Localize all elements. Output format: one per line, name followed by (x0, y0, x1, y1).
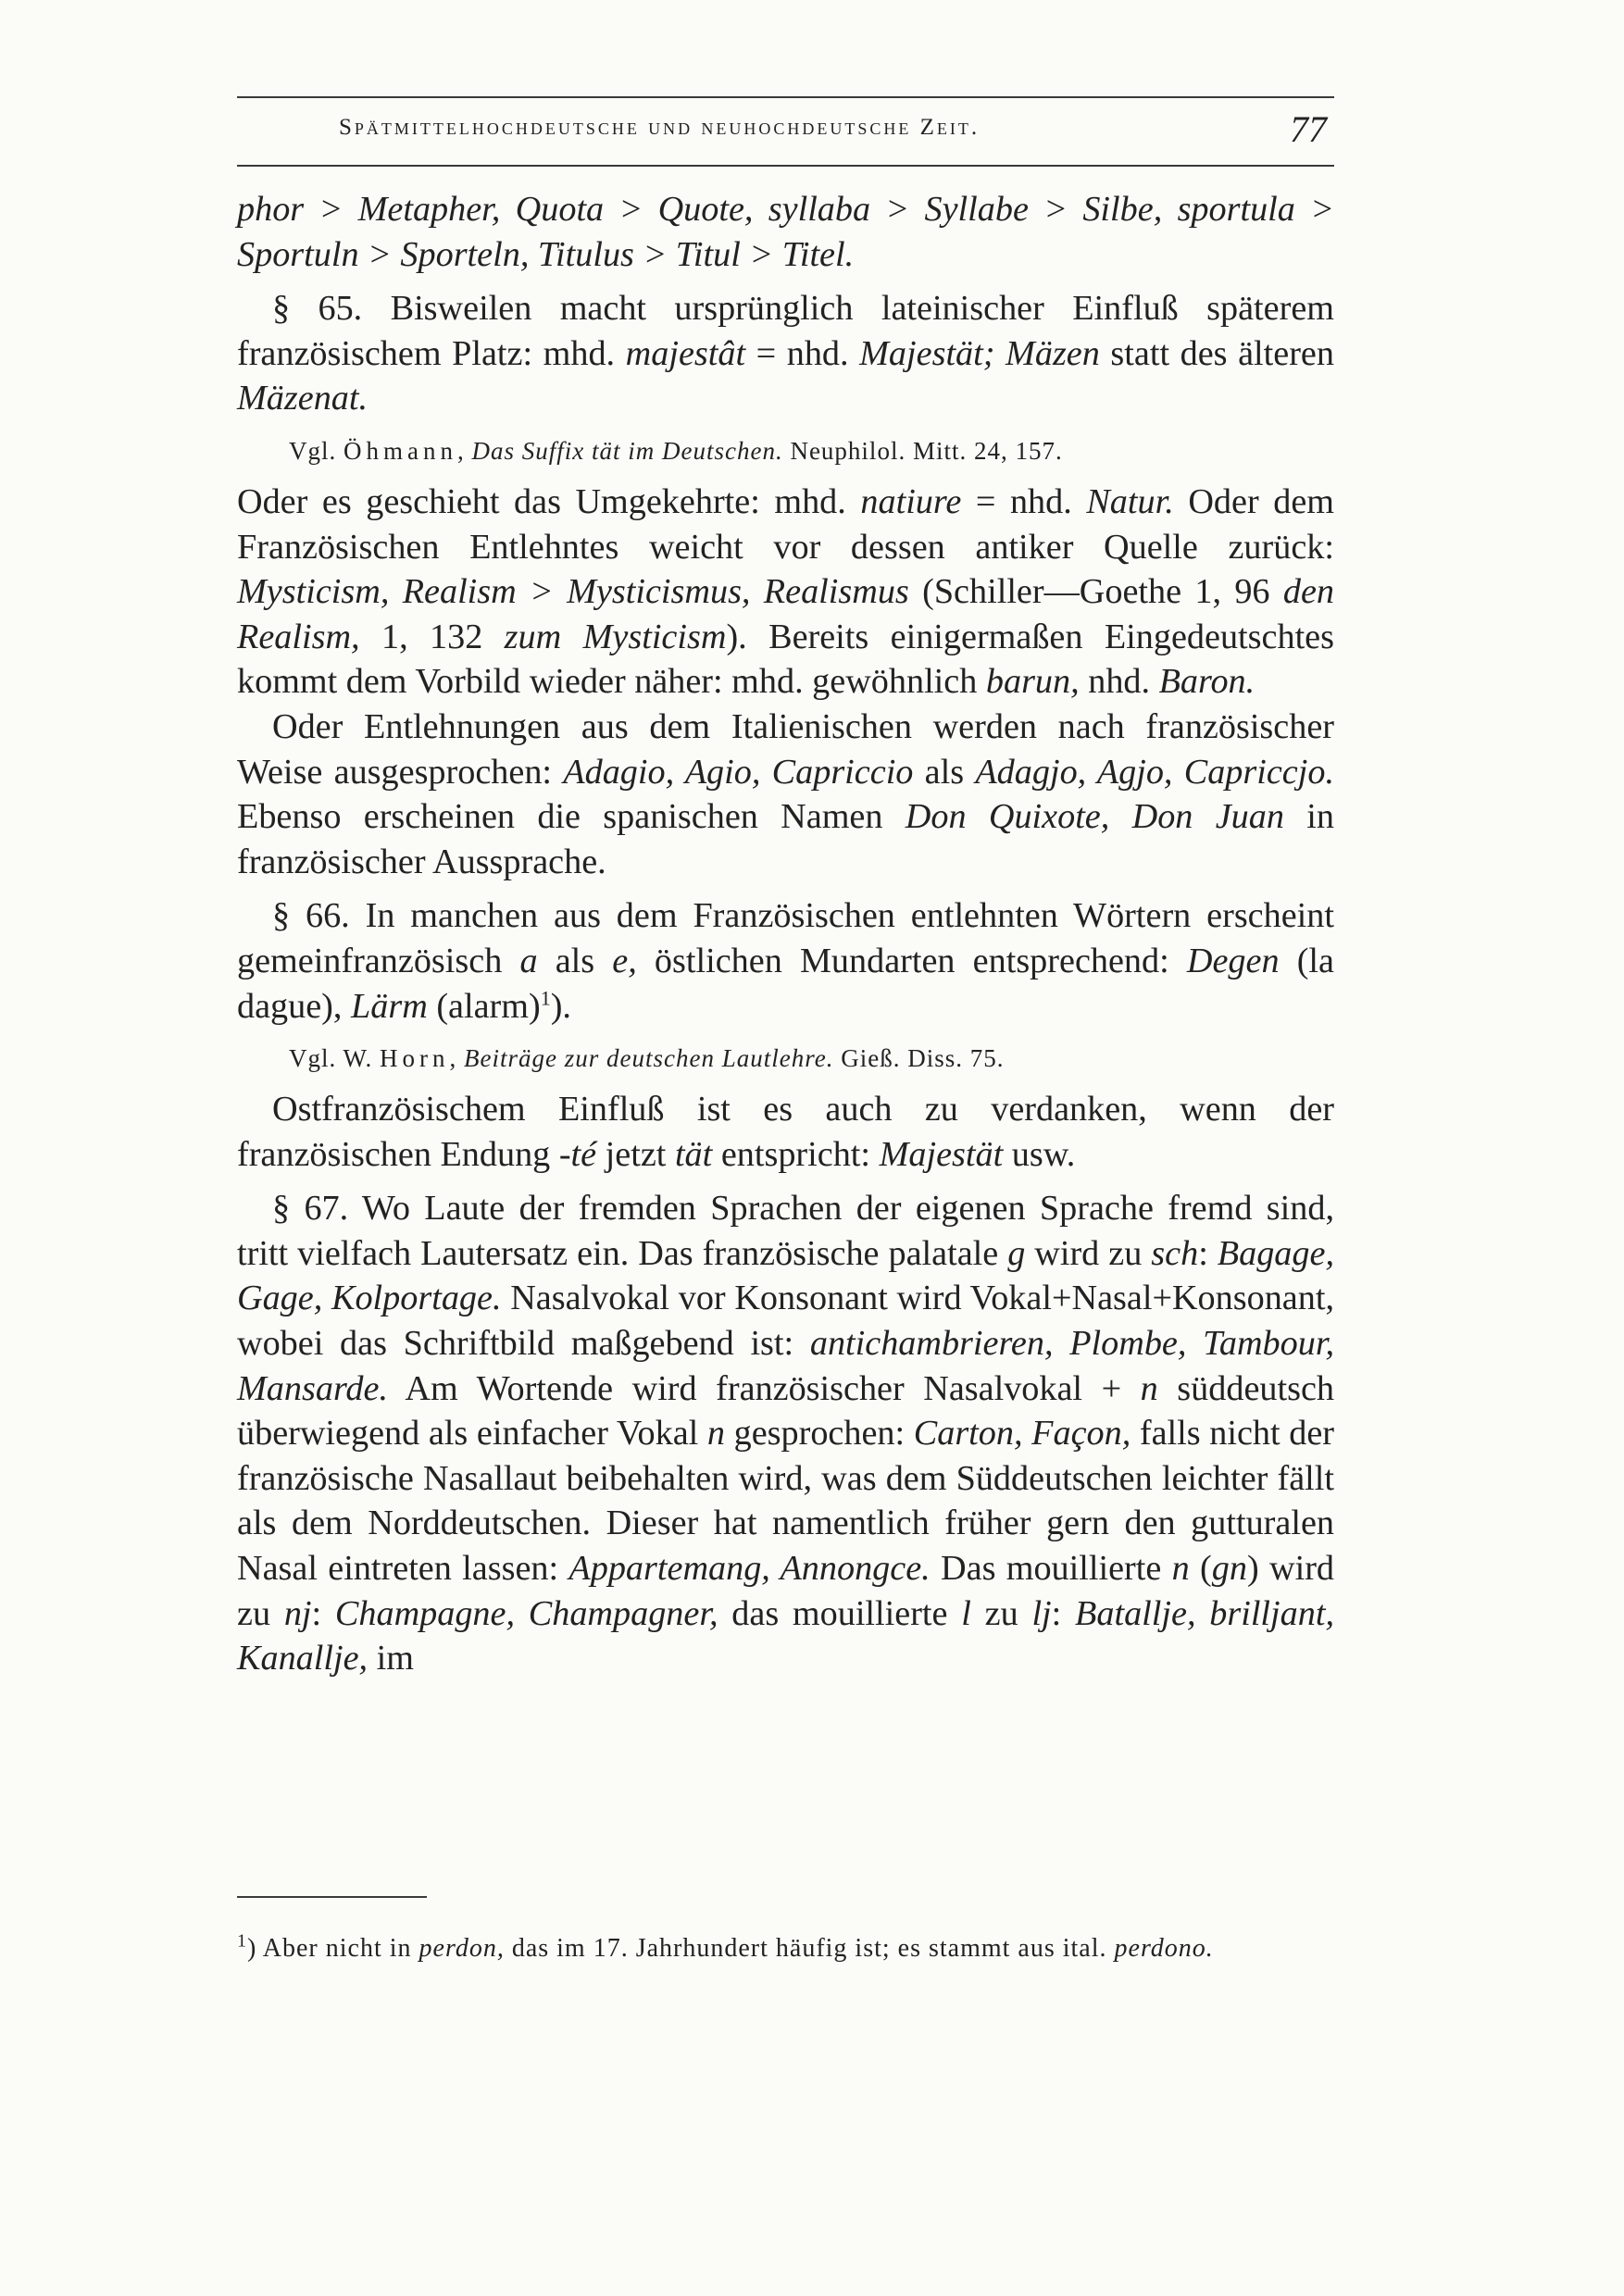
reference-note-horn: Vgl. W. Horn, Beiträge zur deutschen Lautlehre. Gieß. Diss. 75. (289, 1044, 1005, 1073)
footnote-divider (237, 1896, 427, 1898)
running-head-title: Spätmittelhochdeutsche und neuhochdeutsche Zeit. (339, 115, 981, 140)
paragraph-section-67: § 67. Wo Laute der fremden Sprachen der eigenen Sprache fremd sind, tritt vielfach Lautersatz ein. Das französische palatale g wird zu sch: Bagage, Gage, Kolportage. Nasalvokal vor Konsonant wird Vokal+Nasal+Konsonant, wobei das Schriftbild maßgebend ist: antichambrieren, Plombe, Tambour, Mansarde. Am Wortende wird französischer Nasalvokal + n süddeutsch überwiegend als einfacher Vokal n gesprochen: Carton, Façon, falls nicht der französische Nasallaut beibehalten wird, was dem Süddeutschen leichter fällt als dem Norddeutschen. Dieser hat namentlich früher gern den gutturalen Nasal eintreten lassen: Appartemang, Annongce. Das mouillierte n (gn) wird zu nj: Champagne, Champagner, das mouillierte l zu lj: Batallje, brilljant, Kanallje, im (237, 1189, 1335, 1678)
paragraph-italienisch: Oder Entlehnungen aus dem Italienischen werden nach französischer Weise ausgesprochen: Adagio, Agio, Capriccio als Adagjo, Agjo, Capriccjo. Ebenso erscheinen die spanischen Namen Don Quixote, Don Juan in französischer Aussprache. (237, 706, 1335, 881)
paragraph-continuation (237, 187, 1334, 277)
paragraph-section-66: § 66. In manchen aus dem Französischen entlehnten Wörtern erscheint gemeinfranzösisch a als e, östlichen Mundarten entsprechend: Degen (la dague), Lärm (alarm)$^1$). (237, 896, 1334, 1026)
reference-note-ohmann: Vgl. Öhmann, Das Suffix tät im Deutschen. Neuphilol. Mitt. 24, 157. (289, 436, 1063, 465)
page-number: 77 (1290, 108, 1327, 150)
italic-text: phor > Metapher, Quota > Quote, syllaba > Syllabe > Silbe, sportula > Sportuln > Sporteln, Titulus > Titul > Titel. (237, 190, 1334, 274)
book-page (237, 0, 1334, 2296)
footnote-reference[interactable]: 1 (540, 985, 551, 1009)
running-head (237, 96, 1334, 167)
paragraph-section-65: § 65. Bisweilen macht ursprünglich lateinischer Einfluß späterem französischem Platz: mhd. majestât = nhd. Majestät; Mäzen statt des älteren Mäzenat. (237, 289, 1334, 418)
body-text (237, 187, 1334, 1681)
paragraph-ostfranzoesisch: Ostfranzösischem Einfluß ist es auch zu verdanken, wenn der französischen Endung -té jetzt tät entspricht: Majestät usw. (237, 1090, 1334, 1174)
footnote-text: $^1$) Aber nicht in perdon, das im 17. Jahrhundert häufig ist; es stammt aus ital. perdono. (237, 1930, 1214, 1963)
footnote-mark: 1 (237, 1930, 247, 1952)
footnote (237, 1929, 1334, 1968)
paragraph-umgekehrte: Oder es geschieht das Umgekehrte: mhd. natiure = nhd. Natur. Oder dem Französischen Entlehntes weicht vor dessen antiker Quelle zurück: Mysticism, Realism > Mysticismus, Realismus (Schiller—Goethe 1, 96 den Realism, 1, 132 zum Mysticism). Bereits einigermaßen Eingedeutschtes kommt dem Vorbild wieder näher: mhd. gewöhnlich barun, nhd. Baron. (237, 481, 1334, 702)
